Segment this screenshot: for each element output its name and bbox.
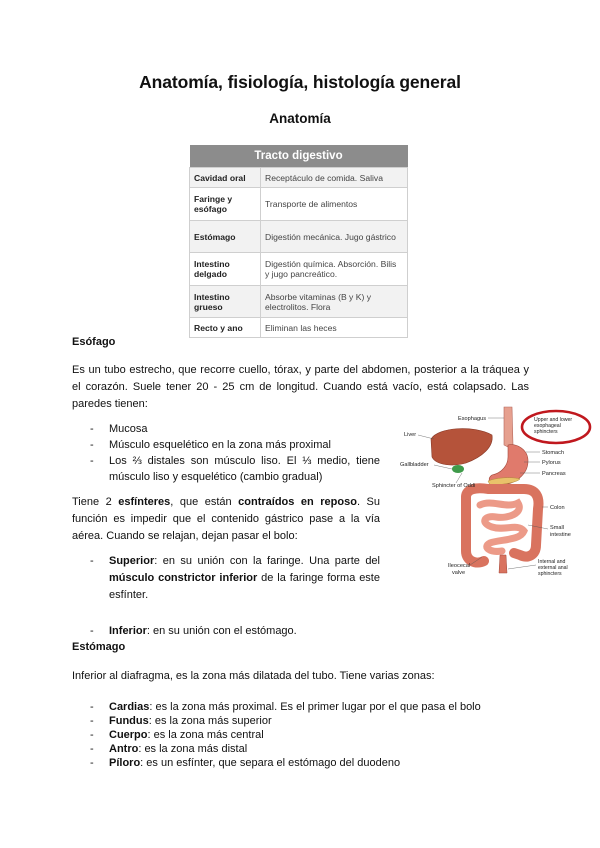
page-title: Anatomía, fisiología, histología general bbox=[139, 72, 461, 92]
label-ileocecal-line1: Ileocecal bbox=[448, 563, 471, 569]
liver-shape bbox=[431, 429, 492, 465]
organ-cell: Intestino grueso bbox=[190, 286, 261, 318]
heading-estomago: Estómago bbox=[72, 641, 126, 653]
function-cell: Transporte de alimentos bbox=[261, 188, 408, 221]
list-item bbox=[90, 728, 530, 742]
table-row bbox=[190, 253, 408, 286]
table-row bbox=[190, 168, 408, 188]
text-run: : es un esfínter, que separa el estómago del duodeno bbox=[140, 757, 401, 769]
digestive-tract-table bbox=[189, 145, 408, 338]
label-liver: Liver bbox=[404, 432, 417, 438]
digestive-system-figure bbox=[396, 405, 598, 583]
text-run-bold: esfínteres bbox=[118, 496, 171, 508]
estomago-intro: Inferior al diafragma, es la zona más dilatada del tubo. Tiene varias zonas: bbox=[72, 670, 435, 682]
list-item: - Los ⅔ distales son músculo liso. El ⅓ medio, tiene músculo liso y esquelético (cambio gradual) bbox=[90, 453, 380, 485]
colon-shape bbox=[466, 488, 538, 556]
text-run: : en su unión con la faringe. Una parte del bbox=[154, 555, 380, 567]
table-row bbox=[190, 188, 408, 221]
label-sphincters-line1: Upper and lower bbox=[534, 417, 573, 423]
text-run-bold: músculo constrictor inferior bbox=[109, 572, 258, 584]
label-anal-line1: Internal and bbox=[538, 559, 566, 565]
label-sphincter-oddi: Sphincter of Oddi bbox=[432, 483, 476, 489]
text-run: de la faringe forma este esfínter. bbox=[109, 572, 380, 601]
term-bold: Inferior bbox=[109, 625, 147, 637]
function-cell: Digestión química. Absorción. Bilis y jugo pancreático. bbox=[261, 253, 408, 286]
term-bold: Cuerpo bbox=[109, 729, 148, 741]
table-row bbox=[190, 221, 408, 253]
table-row bbox=[190, 318, 408, 338]
organ-cell: Faringe y esófago bbox=[190, 188, 261, 221]
list-item bbox=[90, 756, 530, 770]
function-cell: Digestión mecánica. Jugo gástrico bbox=[261, 221, 408, 253]
term-bold: Superior bbox=[109, 555, 155, 567]
label-anal-line3: sphincters bbox=[538, 571, 562, 577]
text-run: : es la zona más proximal. Es el primer lugar por el que pasa el bolo bbox=[149, 701, 481, 713]
heading-esofago: Esófago bbox=[72, 336, 116, 348]
label-pylorus: Pylorus bbox=[542, 460, 561, 466]
organ-cell: Cavidad oral bbox=[190, 168, 261, 188]
term-bold: Píloro bbox=[109, 757, 141, 769]
text-run: , que están bbox=[170, 496, 239, 508]
term-bold: Fundus bbox=[109, 715, 149, 727]
function-cell: Absorbe vitaminas (B y K) y electrolitos. Flora bbox=[261, 286, 408, 318]
esofago-intro: Es un tubo estrecho, que recorre cuello, tórax, y parte del abdomen, posterior a la tráquea y el corazón. Suele tener 20 - 25 cm de longitud. Cuando está vacío, está colapsado. Las paredes tienen: bbox=[72, 364, 529, 410]
term-bold: Cardias bbox=[109, 701, 150, 713]
estomago-zones-list bbox=[90, 700, 530, 770]
text-run: : es la zona más distal bbox=[138, 743, 248, 755]
label-sphincters-line3: sphincters bbox=[534, 429, 558, 435]
sphincter-list bbox=[90, 553, 380, 640]
label-sphincters-line2: esophageal bbox=[534, 423, 561, 429]
label-esophagus: Esophagus bbox=[458, 416, 486, 422]
text-run: : en su unión con el estómago. bbox=[146, 625, 297, 637]
gallbladder-shape bbox=[452, 465, 464, 473]
esophagus-shape bbox=[504, 407, 513, 447]
text-run: . Su función es impedir que el contenido gástrico pase a la vía aérea. Cuando se relajan, dejan pasar el bolo: bbox=[72, 496, 380, 542]
sphincter-paragraph bbox=[72, 494, 380, 545]
text-run: Tiene 2 bbox=[72, 496, 119, 508]
list-item bbox=[90, 742, 530, 756]
organ-cell: Intestino delgado bbox=[190, 253, 261, 286]
list-item: - Músculo esquelético en la zona más proximal bbox=[90, 437, 380, 453]
list-item: - Mucosa bbox=[90, 421, 380, 437]
function-cell: Receptáculo de comida. Saliva bbox=[261, 168, 408, 188]
term-bold: Antro bbox=[109, 743, 139, 755]
label-ileocecal-line2: valve bbox=[452, 570, 466, 576]
list-item-superior bbox=[90, 553, 380, 604]
label-small-line1: Small bbox=[550, 525, 564, 531]
text-run-bold: contraídos en reposo bbox=[238, 496, 357, 508]
rectum-shape bbox=[499, 555, 507, 573]
organ-cell: Estómago bbox=[190, 221, 261, 253]
organ-cell: Recto y ano bbox=[190, 318, 261, 338]
label-stomach: Stomach bbox=[542, 450, 565, 456]
list-item bbox=[90, 714, 530, 728]
label-gallbladder: Gallbladder bbox=[400, 462, 429, 468]
table-header: Tracto digestivo bbox=[190, 145, 408, 168]
function-cell: Eliminan las heces bbox=[261, 318, 408, 338]
esofago-layers-list bbox=[90, 421, 380, 485]
label-pancreas: Pancreas bbox=[542, 471, 566, 477]
text-run: : es la zona más central bbox=[147, 729, 264, 741]
list-item-inferior bbox=[90, 623, 380, 640]
small-intestine-shape bbox=[480, 503, 524, 551]
list-item bbox=[90, 700, 530, 714]
table-row bbox=[190, 286, 408, 318]
section-title-anatomia: Anatomía bbox=[269, 111, 331, 126]
label-anal-line2: external anal bbox=[538, 565, 568, 571]
text-run: : es la zona más superior bbox=[148, 715, 272, 727]
label-colon: Colon bbox=[550, 505, 565, 511]
label-small-line2: intestine bbox=[550, 532, 571, 538]
